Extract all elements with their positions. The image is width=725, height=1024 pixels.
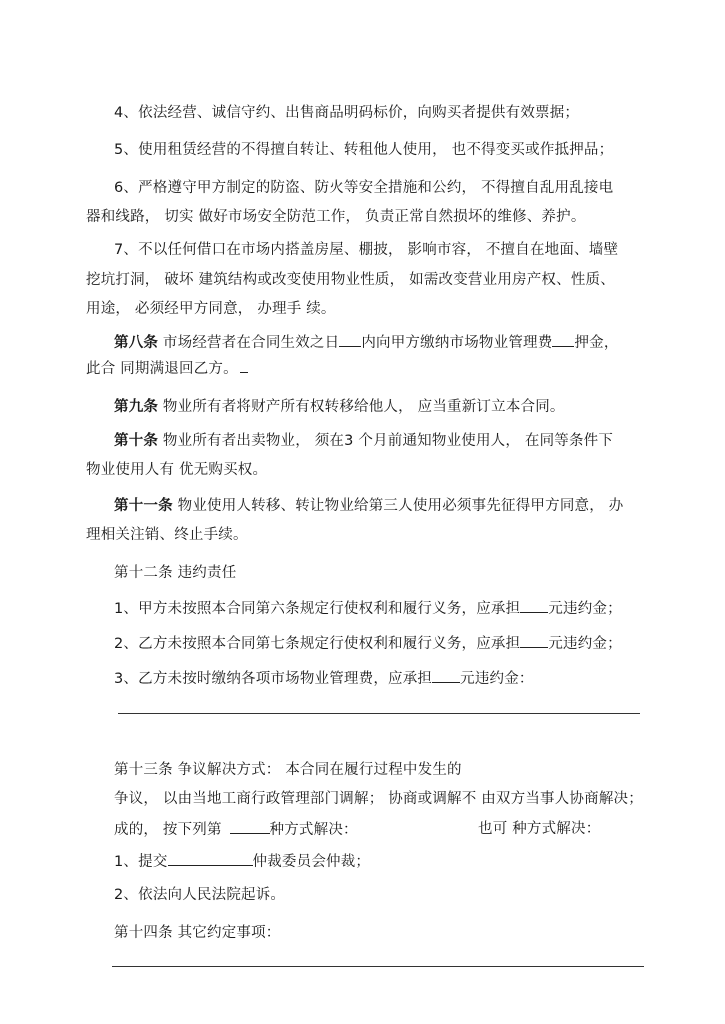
article-11-line2 xyxy=(86,525,248,545)
article-13-option-1 xyxy=(114,851,370,872)
article-13-line3-text: 成的， 按下列第 xyxy=(114,822,222,838)
article-13-option-2 xyxy=(114,885,285,905)
blank-field xyxy=(230,819,270,834)
article-13-option-2-text: 2、依法向人民法院起诉。 xyxy=(114,887,286,903)
fill-line xyxy=(112,966,644,967)
article-12-item-1 xyxy=(114,598,622,619)
article-10-text-b: 物业使用人有 优无购买权。 xyxy=(86,462,268,478)
clause-7-line1 xyxy=(114,240,618,260)
clause-6-text-b: 器和线路， 切实 做好市场安全防范工作， 负责正常自然损坏的维修、养护。 xyxy=(86,209,586,225)
article-11-text-a: 物业使用人转移、转让物业给第三人使用必须事先征得甲方同意， 办 xyxy=(177,498,624,514)
article-12-heading-text: 第十二条 违约责任 xyxy=(114,565,237,581)
article-8-line2 xyxy=(86,358,248,379)
blank-field xyxy=(168,851,253,866)
article-8-text-4: 此合 同期满退回乙方。 xyxy=(86,361,238,377)
article-13-option-1-suffix: 仲裁委员会仲裁； xyxy=(252,854,371,870)
article-12-item-3-text: 3、乙方未按时缴纳各项市场物业管理费，应承担 xyxy=(114,671,433,687)
clause-7-line2 xyxy=(86,270,615,290)
clause-4 xyxy=(114,103,579,123)
article-13-heading-text: 第十三条 争议解决方式： 本合同在履行过程中发生的 xyxy=(114,762,462,778)
clause-7-line3 xyxy=(86,299,336,319)
article-13-line2-text: 争议， 以由当地工商行政管理部门调解； 协商或调解不 由双方当事人协商解决； xyxy=(114,791,643,807)
article-12-item-2-suffix: 元违约金； xyxy=(548,636,622,652)
clause-7-text-b: 挖坑打洞， 破坏 建筑结构或改变使用物业性质， 如需改变营业用房产权、性质、 xyxy=(86,272,615,288)
article-12-item-1-text: 1、甲方未按照本合同第六条规定行使权利和履行义务，应承担 xyxy=(114,601,521,617)
clause-5 xyxy=(114,140,613,160)
blank-field xyxy=(520,633,548,648)
article-8-line1 xyxy=(114,332,619,353)
article-12-heading xyxy=(114,563,236,583)
blank-field xyxy=(552,332,574,347)
article-10-text-a: 物业所有者出卖物业， 须在3 个月前通知物业使用人， 在同等条件下 xyxy=(162,433,614,449)
article-13-line2 xyxy=(114,789,643,809)
article-13-line3-right xyxy=(478,819,600,839)
article-11-text-b: 理相关注销、终止手续。 xyxy=(86,527,248,543)
clause-7-text-a: 7、不以任何借口在市场内搭盖房屋、棚披， 影响市容， 不擅自在地面、墙壁 xyxy=(114,242,619,258)
article-9-label: 第九条 xyxy=(114,399,159,415)
article-14-heading xyxy=(114,923,281,943)
blank-field xyxy=(432,668,460,683)
article-13-line3-method: 种方式解决： xyxy=(269,822,358,838)
article-13-heading xyxy=(114,760,462,780)
article-10-line2 xyxy=(86,460,267,480)
article-8-text-1: 市场经营者在合同生效之日 xyxy=(162,335,340,351)
article-13-option-1-text: 1、提交 xyxy=(114,854,168,870)
clause-6-line1 xyxy=(114,178,613,198)
clause-5-text: 5、使用租赁经营的不得擅自转让、转租他人使用， 也不得变买或作抵押品； xyxy=(114,142,614,158)
article-11-line1 xyxy=(114,496,623,516)
article-8-text-2: 内向甲方缴纳市场物业管理费 xyxy=(361,335,553,351)
article-10-label: 第十条 xyxy=(114,433,159,449)
blank-field xyxy=(240,358,248,373)
article-14-heading-text: 第十四条 其它约定事项： xyxy=(114,925,281,941)
article-13-line3-alt: 也可 种方式解决： xyxy=(478,821,601,837)
fill-line xyxy=(118,713,640,714)
clause-4-text: 4、依法经营、诚信守约、出售商品明码标价，向购买者提供有效票据； xyxy=(114,105,580,121)
article-9 xyxy=(114,397,565,417)
blank-field xyxy=(339,332,361,347)
article-8-label: 第八条 xyxy=(114,335,159,351)
article-12-item-3 xyxy=(114,668,534,689)
article-12-item-1-suffix: 元违约金； xyxy=(548,601,622,617)
clause-7-text-c: 用途， 必须经甲方同意， 办理手 续。 xyxy=(86,301,336,317)
article-12-item-3-suffix: 元违约金： xyxy=(460,671,534,687)
article-12-item-2 xyxy=(114,633,622,654)
article-13-line3 xyxy=(114,819,358,840)
article-10-line1 xyxy=(114,431,613,451)
clause-6-line2 xyxy=(86,207,586,227)
article-12-item-2-text: 2、乙方未按照本合同第七条规定行使权利和履行义务，应承担 xyxy=(114,636,521,652)
article-8-text-3: 押金， xyxy=(574,335,619,351)
clause-6-text-a: 6、严格遵守甲方制定的防盗、防火等安全措施和公约， 不得擅自乱用乱接电 xyxy=(114,180,614,196)
article-9-text: 物业所有者将财产所有权转移给他人， 应当重新订立本合同。 xyxy=(162,399,565,415)
article-11-label: 第十一条 xyxy=(114,498,173,514)
blank-field xyxy=(520,598,548,613)
